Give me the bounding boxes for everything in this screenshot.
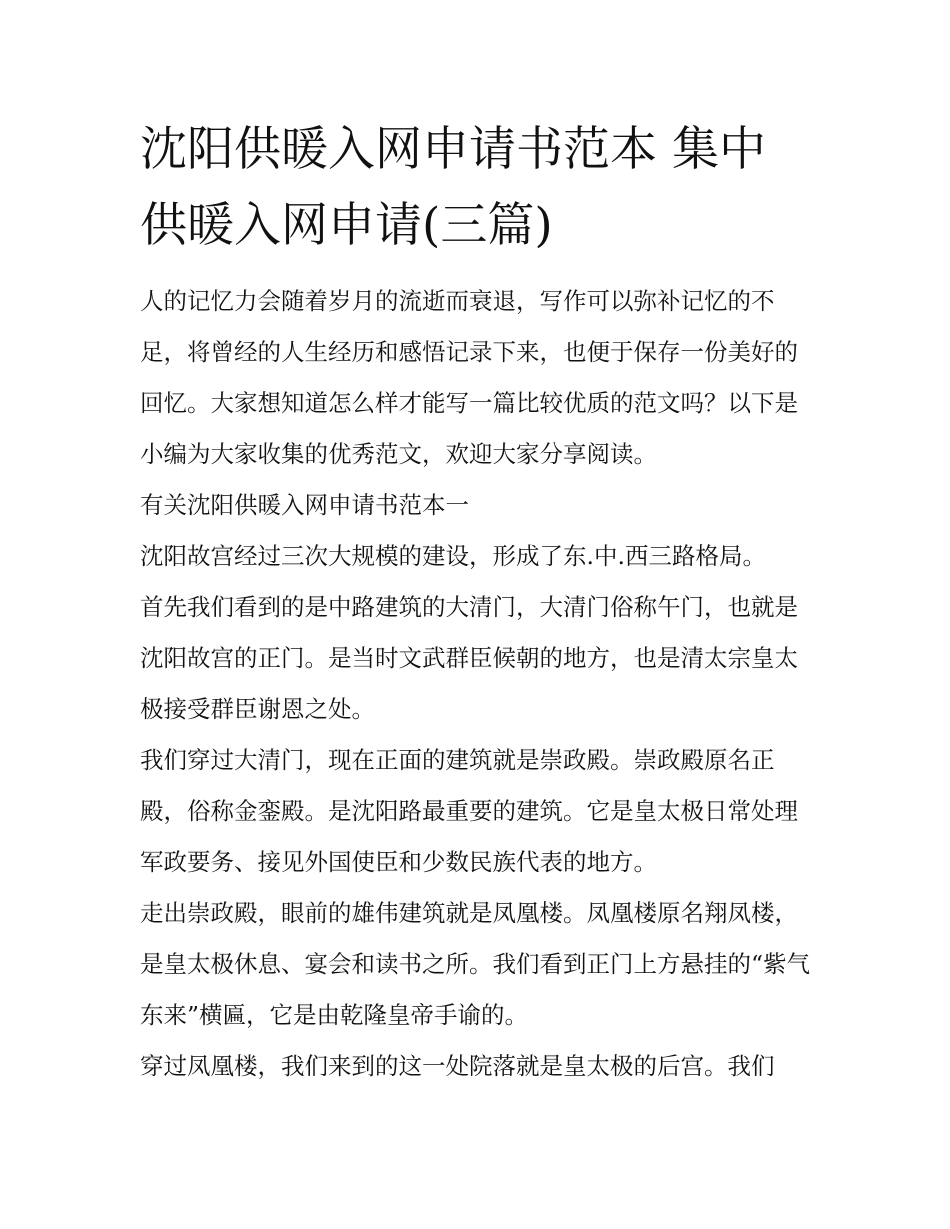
paragraph: 沈阳故宫经过三次大规模的建设，形成了东.中.西三路格局。 bbox=[140, 542, 766, 570]
document-title: 沈阳供暖入网申请书范本 集中供暖入网申请(三篇) bbox=[140, 122, 766, 253]
paragraph: 我们穿过大清门，现在正面的建筑就是崇政殿。崇政殿原名正殿，俗称金銮殿。是沈阳路最重要的建筑。它是皇太极日常处理军政要务、接见外国使臣和少数民族代表的地方。 bbox=[140, 746, 798, 876]
section-heading: 有关沈阳供暖入网申请书范本一 bbox=[140, 491, 469, 519]
paragraph: 穿过凤凰楼，我们来到的这一处院落就是皇太极的后宫。我们 bbox=[140, 1052, 775, 1080]
paragraph: 走出崇政殿，眼前的雄伟建筑就是凤凰楼。凤凰楼原名翔凤楼，是皇太极休息、宴会和读书之所。我们看到正门上方悬挂的“紫气东来”横匾，它是由乾隆皇帝手谕的。 bbox=[140, 899, 811, 1029]
paragraph-intro: 人的记忆力会随着岁月的流逝而衰退，写作可以弥补记忆的不足，将曾经的人生经历和感悟记录下来，也便于保存一份美好的回忆。大家想知道怎么样才能写一篇比较优质的范文吗？以下是小编为大家收集的优秀范文，欢迎大家分享阅读。 bbox=[140, 287, 798, 468]
document-body bbox=[140, 276, 812, 1092]
paragraph: 首先我们看到的是中路建筑的大清门，大清门俗称午门，也就是沈阳故宫的正门。是当时文武群臣候朝的地方，也是清太宗皇太极接受群臣谢恩之处。 bbox=[140, 593, 798, 723]
document-page bbox=[140, 112, 812, 1092]
